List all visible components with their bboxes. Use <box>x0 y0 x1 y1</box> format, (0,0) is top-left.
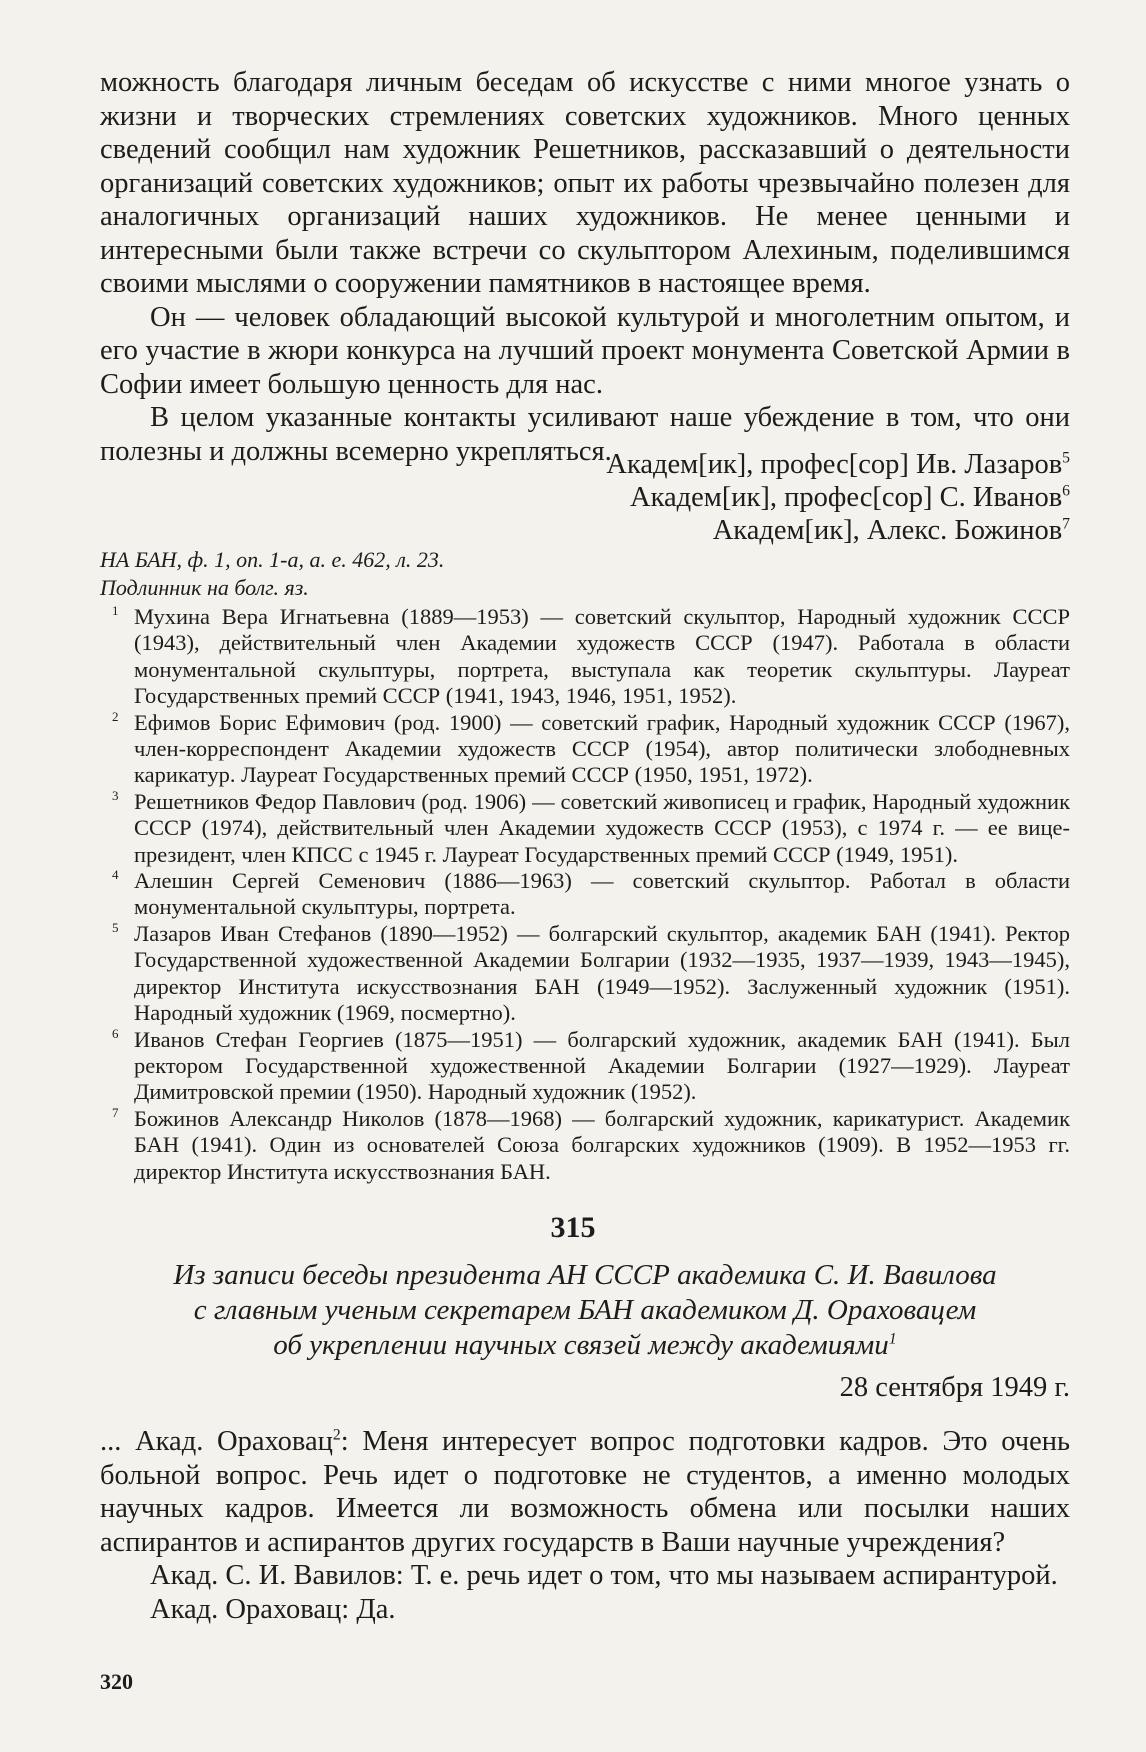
dialog-line-vavilov: Акад. С. И. Вавилов: Т. е. речь идет о том, что мы называем аспирантурой. <box>150 1560 1058 1591</box>
signature-block <box>100 448 1070 547</box>
paragraph-1: можность благодаря личным беседам об искусстве с ними многое узнать о жизни и творческих стремлениях советских художников. Много ценных сведений сообщил нам художник Решетников, рассказавший о деятельности организаций советских художников; опыт их работы чрезвычайно полезен для аналогичных организаций наших художников. Не менее ценными и интересными были также встречи со скульптором Алехиным, поделившимся своими мыслями о сооружении памятников в настоящее время. <box>100 67 1070 299</box>
footnote: 3 Решетников Федор Павлович (род. 1906) — советский живописец и график, Народный художник СССР (1974), действительный член Академии художеств СССР (1953), с 1974 г. — ее вице-президент, член КПСС с 1945 г. Лауреат Государственных премий СССР (1949, 1951). <box>112 787 1070 867</box>
footnote: 7 Божинов Александр Николов (1878—1968) — болгарский художник, карикатурист. Академик БАН (1941). Один из основателей Союза болгарских художников (1909). В 1952—1953 гг. директор Института искусствознания БАН. <box>112 1104 1070 1184</box>
signature-ivanov: Академ[ик], профес[сор] С. Иванов$^6$ <box>629 482 1070 513</box>
document-title <box>100 1258 1070 1363</box>
document-date: 28 сентября 1949 г. <box>839 1372 1070 1403</box>
original-language-note: Подлинник на болг. яз. <box>100 575 309 600</box>
title-line: об укреплении научных связей между академиями$^1$ <box>273 1329 897 1361</box>
dialog <box>100 1425 1070 1626</box>
footnote: 2 Ефимов Борис Ефимович (род. 1900) — советский график, Народный художник СССР (1967), член-корреспондент Академии художеств СССР (1954), автор политически злободневных карикатур. Лауреат Государственных премий СССР (1950, 1951, 1972). <box>112 708 1070 788</box>
footnote: 4 Алешин Сергей Семенович (1886—1963) — советский скульптор. Работал в области монументальной скульптуры, портрета. <box>112 867 1070 920</box>
signature-bozhinov: Академ[ик], Алекс. Божинов$^7$ <box>712 515 1070 546</box>
paragraph-2: Он — человек обладающий высокой культурой и многолетним опытом, и его участие в жюри конкурса на лучший проект монумента Советской Армии в Софии имеет большую ценность для нас. <box>100 301 1070 400</box>
dialog-line-orakhovats: ... Акад. Ораховац$^2$: Меня интересует вопрос подготовки кадров. Это очень больной вопрос. Речь идет о подготовке не студентов, а именно молодых научных кадров. Имеется ли возможность обмена или посылки наших аспирантов и аспирантов других государств в Ваши научные учреждения? <box>100 1426 1070 1558</box>
dialog-line-orakhovats-reply: Акад. Ораховац: Да. <box>150 1593 396 1625</box>
main-text <box>100 66 1070 468</box>
footnotes <box>100 604 1070 1185</box>
document-number: 315 <box>550 1211 596 1244</box>
footnote: 5 Лазаров Иван Стефанов (1890—1952) — болгарский скульптор, академик БАН (1941). Ректор Государственной художественной Академии Болгарии (1932—1935, 1937—1939, 1943—1945), директор Института искусствознания БАН (1949—1952). Заслуженный художник (1951). Народный художник (1969, посмертно). <box>112 919 1070 1026</box>
archive-reference: НА БАН, ф. 1, оп. 1-а, а. е. 462, л. 23. <box>100 547 445 572</box>
signature-lazarov: Академ[ик], профес[сор] Ив. Лазаров$^5$ <box>606 449 1070 480</box>
title-line: Из записи беседы президента АН СССР академика С. И. Вавилова <box>173 1259 997 1291</box>
footnote: 1 Мухина Вера Игнатьевна (1889—1953) — советский скульптор, Народный художник СССР (1943), действительный член Академии художеств СССР (1947). Работала в области монументальной скульптуры, портрета, выступала как теоретик скульптуры. Лауреат Государственных премий СССР (1941, 1943, 1946, 1951, 1952). <box>112 603 1070 709</box>
title-line: с главным ученым секретарем БАН академиком Д. Ораховацем <box>193 1294 977 1326</box>
archive-source <box>100 546 444 602</box>
paragraph-3: В целом указанные контакты усиливают наше убеждение в том, что они полезны и должны всемерно укрепляться. <box>100 402 1070 467</box>
footnote: 6 Иванов Стефан Георгиев (1875—1951) — болгарский художник, академик БАН (1941). Был ректором Государственной художественной Академии Болгарии (1927—1929). Лауреат Димитровской премии (1950). Народный художник (1952). <box>112 1025 1070 1105</box>
page-number: 320 <box>100 1669 133 1694</box>
